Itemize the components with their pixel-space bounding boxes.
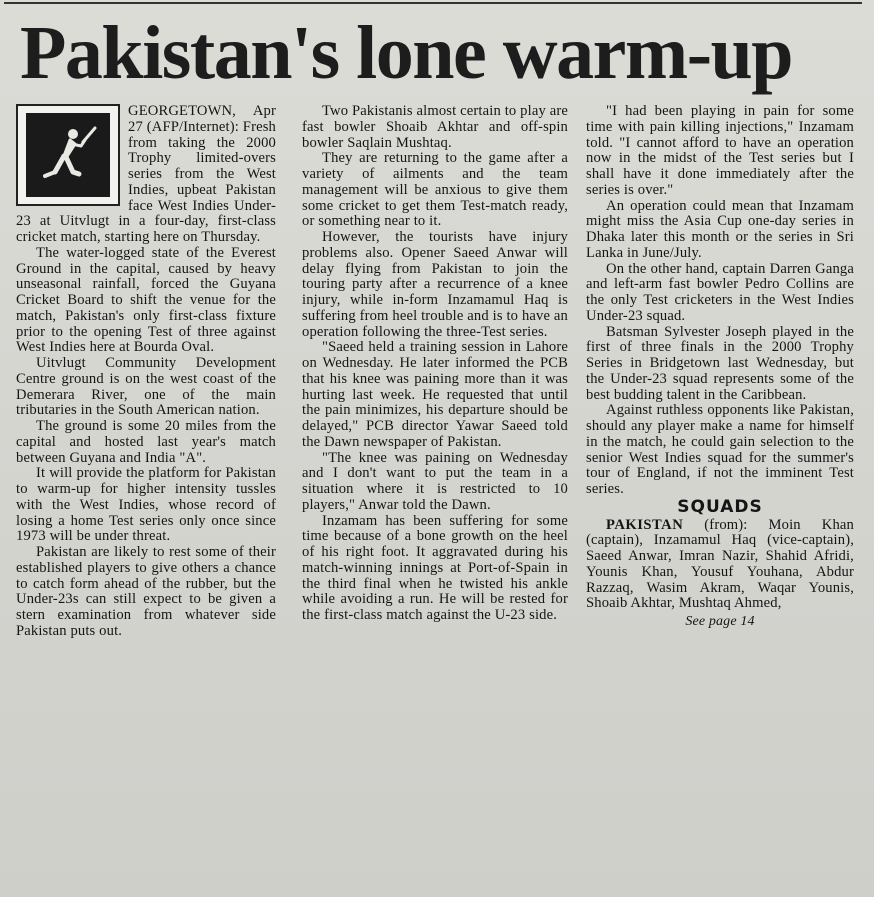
article-paragraph: Batsman Sylvester Joseph played in the first of three finals in the 2000 Trophy Series in Bridgetown last Wednesday, but the Under-23 squad represents some of the best budding talent in the Caribbean.: [586, 323, 854, 403]
article-paragraph: The ground is some 20 miles from the capital and hosted last year's match between Guyana and India "A".: [16, 418, 276, 466]
article-paragraph: Uitvlugt Community Development Centre ground is on the west coast of the Demerara River, one of the main tributaries in the South American nation.: [16, 355, 276, 419]
article-paragraph: "Saeed held a training session in Lahore on Wednesday. He later informed the PCB that his knee was paining more than it was hurting last week. He requested that until the pain minimizes, his departure should be delayed," PCB director Yawar Saeed told the Dawn newspaper of Pakistan.: [302, 339, 568, 450]
article-paragraph: "I had been playing in pain for some time with pain killing injections," Inzamam told. "I cannot afford to have an operation now in the midst of the Test series but I shall have it done immediately after the series is over.": [586, 103, 854, 198]
article-paragraph: Against ruthless opponents like Pakistan, should any player make a name for himself in the match, he could gain selection to the senior West Indies squad for the summer's tour of England, if not the imminent Test series.: [586, 402, 854, 497]
squads-heading: SQUADS: [677, 496, 763, 517]
column-1: [16, 104, 276, 640]
cricket-batsman-icon: [16, 104, 120, 206]
column-3: [586, 104, 854, 630]
article-paragraph: Inzamam has been suffering for some time because of a bone growth on the heel of his right foot. It aggravated during his match-winning innings at Port-of-Spain in the third final when he twisted his ankle while avoiding a run. He will be rested for the first-class match against the U-23 side.: [302, 512, 568, 623]
headline: Pakistan's lone warm-up: [20, 11, 793, 95]
squads-team: PAKISTAN: [606, 516, 684, 533]
article-paragraph: An operation could mean that Inzamam might miss the Asia Cup one-day series in Dhaka later this month or the series in Sri Lanka in June/July.: [586, 197, 854, 261]
article-paragraph: GEORGETOWN, Apr 27 (AFP/Internet): Fresh from taking the 2000 Trophy limited-overs series from the West Indies, upbeat Pakistan face West Indies Under-23 at Uitvlugt in a four-day, first-class cricket match, starting here on Thursday.: [16, 103, 276, 245]
article-paragraph: On the other hand, captain Darren Ganga and left-arm fast bowler Pedro Collins are the only Test cricketers in the West Indies Under-23 squad.: [586, 260, 854, 324]
article-paragraph: It will provide the platform for Pakistan to warm-up for higher intensity tussles with the West Indies, whose record of losing a home Test series only once since 1973 will be under threat.: [16, 465, 276, 545]
squads-players: (from): Moin Khan (captain), Inzamamul Haq (vice-captain), Saeed Anwar, Imran Nazir, Shahid Afridi, Younis Khan, Yousuf Youhana, Abdur Razzaq, Wasim Akram, Waqar Younis, Shoaib Akhtar, Mushtaq Ahmed,: [586, 516, 854, 612]
article-paragraph: The water-logged state of the Everest Ground in the capital, caused by heavy unseasonal rainfall, forced the Guyana Cricket Board to shift the venue for the match, Pakistan's only first-class fixture prior to the opening Test of three against West Indies here at Bourda Oval.: [16, 244, 276, 356]
continued-note: See page 14: [685, 614, 755, 629]
top-rule: [4, 2, 862, 4]
article-paragraph: "The knee was paining on Wednesday and I don't want to put the team in a situation where it is restricted to 10 players," Anwar told the Dawn.: [302, 449, 568, 513]
article-paragraph: They are returning to the game after a variety of ailments and the team management will be anxious to give them some cricket to get them Test-match ready, or something near to it.: [302, 150, 568, 230]
article-paragraph: However, the tourists have injury problems also. Opener Saeed Anwar will delay flying from Pakistan to join the touring party after a recurrence of a knee injury, while in-form Inzamamul Haq is suffering from heel trouble and is to have an operation following the three-Test series.: [302, 229, 568, 340]
column-2: [302, 104, 568, 624]
article-paragraph: Pakistan are likely to rest some of their established players to give others a chance to catch form ahead of the rubber, but the Under-23s can still expect to be given a stern examination from whatever side Pakistan puts out.: [16, 544, 276, 639]
squads-list: [586, 518, 854, 613]
article-paragraph: Two Pakistanis almost certain to play are fast bowler Shoaib Akhtar and off-spin bowler Saqlain Mushtaq.: [302, 103, 568, 151]
